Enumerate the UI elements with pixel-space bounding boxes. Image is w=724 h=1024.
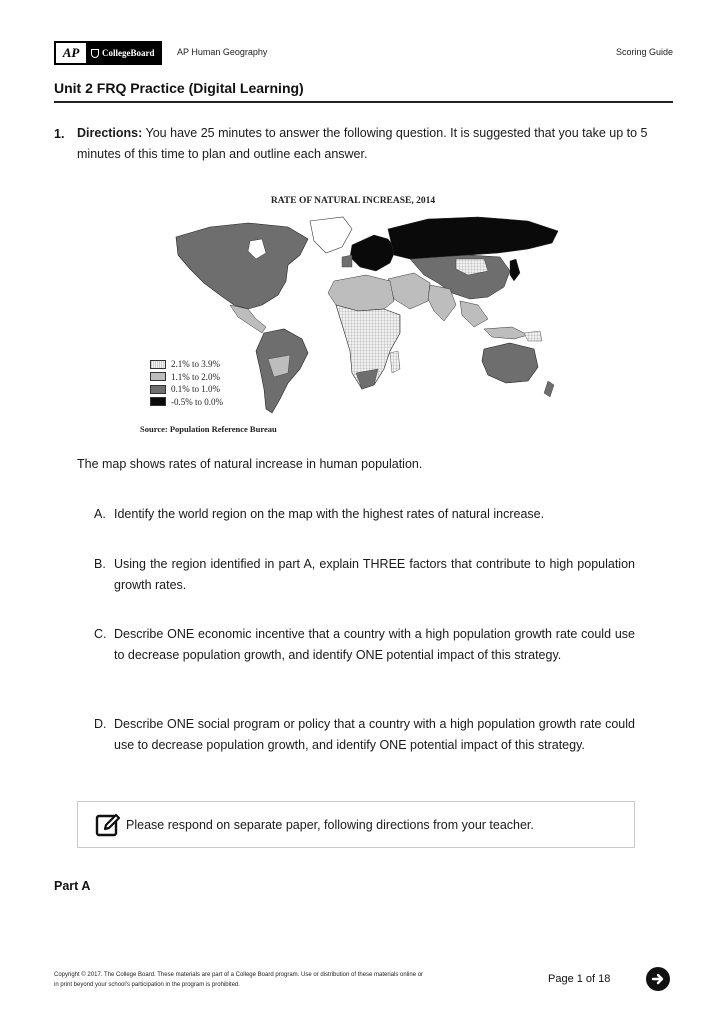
- map-region-middle-east: [388, 273, 430, 309]
- directions-text: You have 25 minutes to answer the following question. It is suggested that you take up to 5 minutes of this time to plan and outline each answer.: [77, 126, 648, 161]
- legend-swatch: [150, 360, 166, 369]
- legend-label: 2.1% to 3.9%: [171, 359, 220, 370]
- legend-item: [150, 371, 223, 384]
- ap-logo-text: AP: [56, 43, 86, 63]
- arrow-right-icon: [651, 972, 665, 986]
- map-region-north-america: [176, 223, 308, 309]
- directions-label: Directions:: [77, 126, 143, 140]
- legend-label: 1.1% to 2.0%: [171, 371, 220, 382]
- question-part-b: [94, 554, 635, 596]
- collegeboard-logo: [91, 48, 155, 58]
- question-part-a: [94, 504, 635, 525]
- course-name: AP Human Geography: [177, 47, 268, 57]
- legend-swatch: [150, 397, 166, 406]
- copyright-notice: [54, 970, 454, 990]
- map-intro-text: The map shows rates of natural increase in human population.: [77, 457, 423, 471]
- map-region-russia: [388, 217, 558, 259]
- question-directions: [77, 123, 657, 165]
- map-legend: [150, 358, 223, 408]
- question-number: 1.: [54, 127, 65, 141]
- part-letter: A.: [94, 507, 106, 521]
- map-region-greenland: [310, 217, 352, 253]
- map-title: RATE OF NATURAL INCREASE, 2014: [270, 196, 436, 206]
- collegeboard-logo-text: CollegeBoard: [102, 48, 155, 58]
- part-text: Identify the world region on the map with the highest rates of natural increase.: [114, 507, 545, 521]
- page-title: Unit 2 FRQ Practice (Digital Learning): [54, 80, 304, 96]
- legend-item: [150, 396, 223, 409]
- copyright-line: in print beyond your school's participation in the program is prohibited.: [54, 982, 240, 988]
- respond-instruction-text: Please respond on separate paper, following directions from your teacher.: [126, 817, 534, 832]
- part-letter: C.: [94, 627, 107, 641]
- edit-icon: [95, 812, 121, 838]
- respond-instruction-box: [77, 801, 635, 848]
- part-a-heading: Part A: [54, 879, 91, 893]
- part-text: Describe ONE social program or policy that a country with a high population growth rate could use to decrease population growth, and identify ONE potential impact of this strategy.: [114, 717, 635, 752]
- legend-item: [150, 383, 223, 396]
- legend-swatch: [150, 385, 166, 394]
- part-text: Using the region identified in part A, explain THREE factors that contribute to high population growth rates.: [114, 557, 635, 592]
- legend-label: -0.5% to 0.0%: [171, 396, 223, 407]
- title-divider: [54, 101, 673, 103]
- copyright-line: Copyright © 2017. The College Board. These materials are part of a College Board program. Use or distribution of these materials online or: [54, 972, 424, 978]
- ap-collegeboard-logo: [54, 41, 162, 65]
- part-letter: D.: [94, 717, 107, 731]
- next-page-button[interactable]: [646, 967, 670, 991]
- part-letter: B.: [94, 557, 106, 571]
- question-part-d: [94, 714, 635, 756]
- legend-label: 0.1% to 1.0%: [171, 384, 220, 395]
- part-text: Describe ONE economic incentive that a country with a high population growth rate could use to decrease population growth, and identify ONE potential impact of this strategy.: [114, 627, 635, 662]
- scoring-guide-label: Scoring Guide: [615, 47, 673, 57]
- question-part-c: [94, 624, 635, 666]
- legend-swatch: [150, 372, 166, 381]
- shield-icon: [91, 49, 99, 58]
- map-region-central-america: [230, 305, 266, 333]
- map-source: Source: Population Reference Bureau: [140, 424, 277, 434]
- map-region-europe: [350, 235, 396, 271]
- legend-item: [150, 358, 223, 371]
- page-header: [54, 41, 673, 67]
- natural-increase-map-figure: [138, 193, 568, 438]
- page-number: Page 1 of 18: [548, 973, 611, 985]
- map-region-australia: [482, 343, 538, 383]
